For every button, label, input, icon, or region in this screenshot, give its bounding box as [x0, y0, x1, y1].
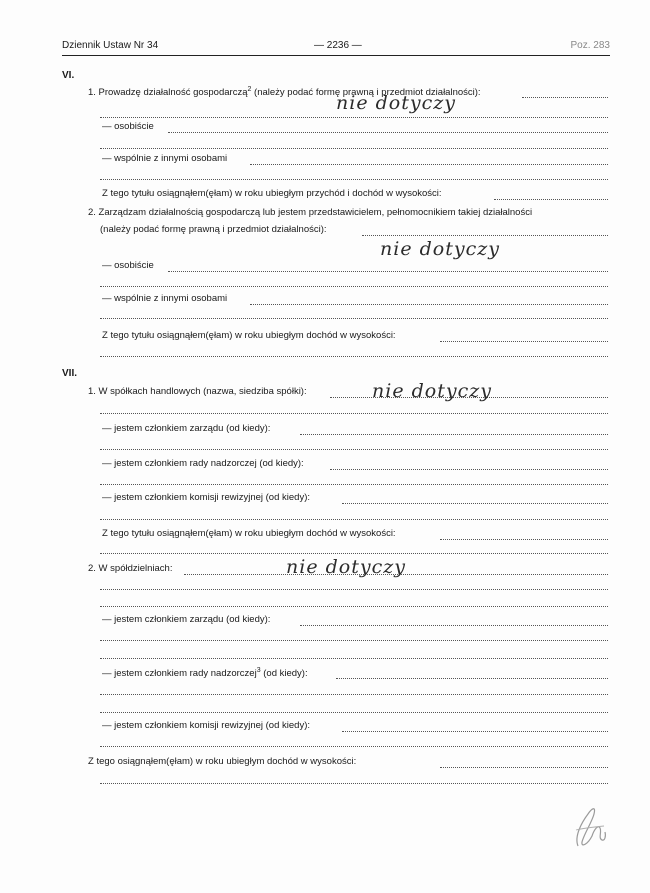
position-number: Poz. 283	[570, 40, 610, 51]
page-header	[62, 40, 610, 54]
s6-income1-label: Z tego tytułu osiągnąłem(ęłam) w roku ubiegłym przychód i dochód w wysokości:	[102, 188, 442, 199]
section-vii-title: VII.	[62, 368, 78, 379]
s6-wspolnie2-field[interactable]	[250, 304, 608, 305]
s7-q1-label: 1. W spółkach handlowych (nazwa, siedziba spółki):	[88, 386, 307, 397]
s6-osobiscie2-label: — osobiście	[102, 260, 154, 271]
s6-q2-label-line1: 2. Zarządzam działalnością gospodarczą lub jestem przedstawicielem, pełnomocnikiem takiej działalności	[88, 207, 533, 218]
s7-rada2-label: — jestem członkiem rady nadzorczej$^3$ (od kiedy):	[102, 667, 308, 680]
s7-komisja-field[interactable]	[342, 503, 608, 504]
s7-q1-handwriting: nie dotyczy	[372, 380, 492, 402]
answer-line[interactable]	[100, 148, 608, 149]
s6-income2-field[interactable]	[440, 341, 608, 342]
answer-line[interactable]	[100, 606, 608, 607]
handwritten-initials-icon	[572, 800, 608, 854]
answer-line[interactable]	[100, 783, 608, 784]
s6-q1-label: 1. Prowadzę działalność gospodarczą$^2$ (należy podać formę prawną i przedmiot działalności):	[88, 86, 481, 99]
section-vi-title: VI.	[62, 70, 75, 81]
s7-rada2-field[interactable]	[336, 678, 608, 679]
s6-q2-label-line2: (należy podać formę prawną i przedmiot działalności):	[100, 224, 327, 235]
answer-line[interactable]	[100, 318, 608, 319]
s7-income2-field[interactable]	[440, 767, 608, 768]
s6-q2-handwriting: nie dotyczy	[380, 238, 500, 260]
s6-q1-handwriting: nie dotyczy	[336, 92, 456, 114]
s7-q2-handwriting: nie dotyczy	[286, 556, 406, 578]
header-rule	[62, 55, 610, 56]
answer-line[interactable]	[100, 694, 608, 695]
s7-q2-label: 2. W spółdzielniach:	[88, 563, 173, 574]
answer-line[interactable]	[100, 553, 608, 554]
s6-wspolnie-label: — wspólnie z innymi osobami	[102, 153, 228, 164]
s6-q1-field[interactable]	[522, 97, 608, 98]
s6-wspolnie2-label: — wspólnie z innymi osobami	[102, 293, 228, 304]
answer-line[interactable]	[100, 286, 608, 287]
s7-komisja2-label: — jestem członkiem komisji rewizyjnej (od kiedy):	[102, 720, 310, 731]
journal-title: Dziennik Ustaw Nr 34	[62, 40, 159, 51]
s7-rada-field[interactable]	[330, 469, 608, 470]
s6-income2-label: Z tego tytułu osiągnąłem(ęłam) w roku ubiegłym dochód w wysokości:	[102, 330, 396, 341]
answer-line[interactable]	[100, 746, 608, 747]
s7-zarzad-field[interactable]	[300, 434, 608, 435]
s7-income-field[interactable]	[440, 539, 608, 540]
s7-zarzad-label: — jestem członkiem zarządu (od kiedy):	[102, 423, 271, 434]
answer-line[interactable]	[100, 179, 608, 180]
s6-osobiscie2-field[interactable]	[168, 271, 608, 272]
answer-line[interactable]	[100, 640, 608, 641]
s7-zarzad2-label: — jestem członkiem zarządu (od kiedy):	[102, 614, 271, 625]
s6-wspolnie-field[interactable]	[250, 164, 608, 165]
s7-rada-label: — jestem członkiem rady nadzorczej (od kiedy):	[102, 458, 304, 469]
page-number: — 2236 —	[314, 40, 362, 51]
answer-line[interactable]	[100, 117, 608, 118]
s6-osobiscie-field[interactable]	[168, 132, 608, 133]
answer-line[interactable]	[100, 413, 608, 414]
s7-komisja2-field[interactable]	[342, 731, 608, 732]
s7-zarzad2-field[interactable]	[300, 625, 608, 626]
s7-komisja-label: — jestem członkiem komisji rewizyjnej (od kiedy):	[102, 492, 310, 503]
answer-line[interactable]	[100, 589, 608, 590]
answer-line[interactable]	[100, 449, 608, 450]
answer-line[interactable]	[100, 484, 608, 485]
answer-line[interactable]	[100, 356, 608, 357]
answer-line[interactable]	[100, 519, 608, 520]
answer-line[interactable]	[100, 658, 608, 659]
s6-osobiscie-label: — osobiście	[102, 121, 154, 132]
s6-q2-field[interactable]	[362, 235, 608, 236]
s7-income-label: Z tego tytułu osiągnąłem(ęłam) w roku ubiegłym dochód w wysokości:	[102, 528, 396, 539]
answer-line[interactable]	[100, 712, 608, 713]
s6-income1-field[interactable]	[494, 199, 608, 200]
s7-income2-label: Z tego osiągnąłem(ęłam) w roku ubiegłym dochód w wysokości:	[88, 756, 357, 767]
